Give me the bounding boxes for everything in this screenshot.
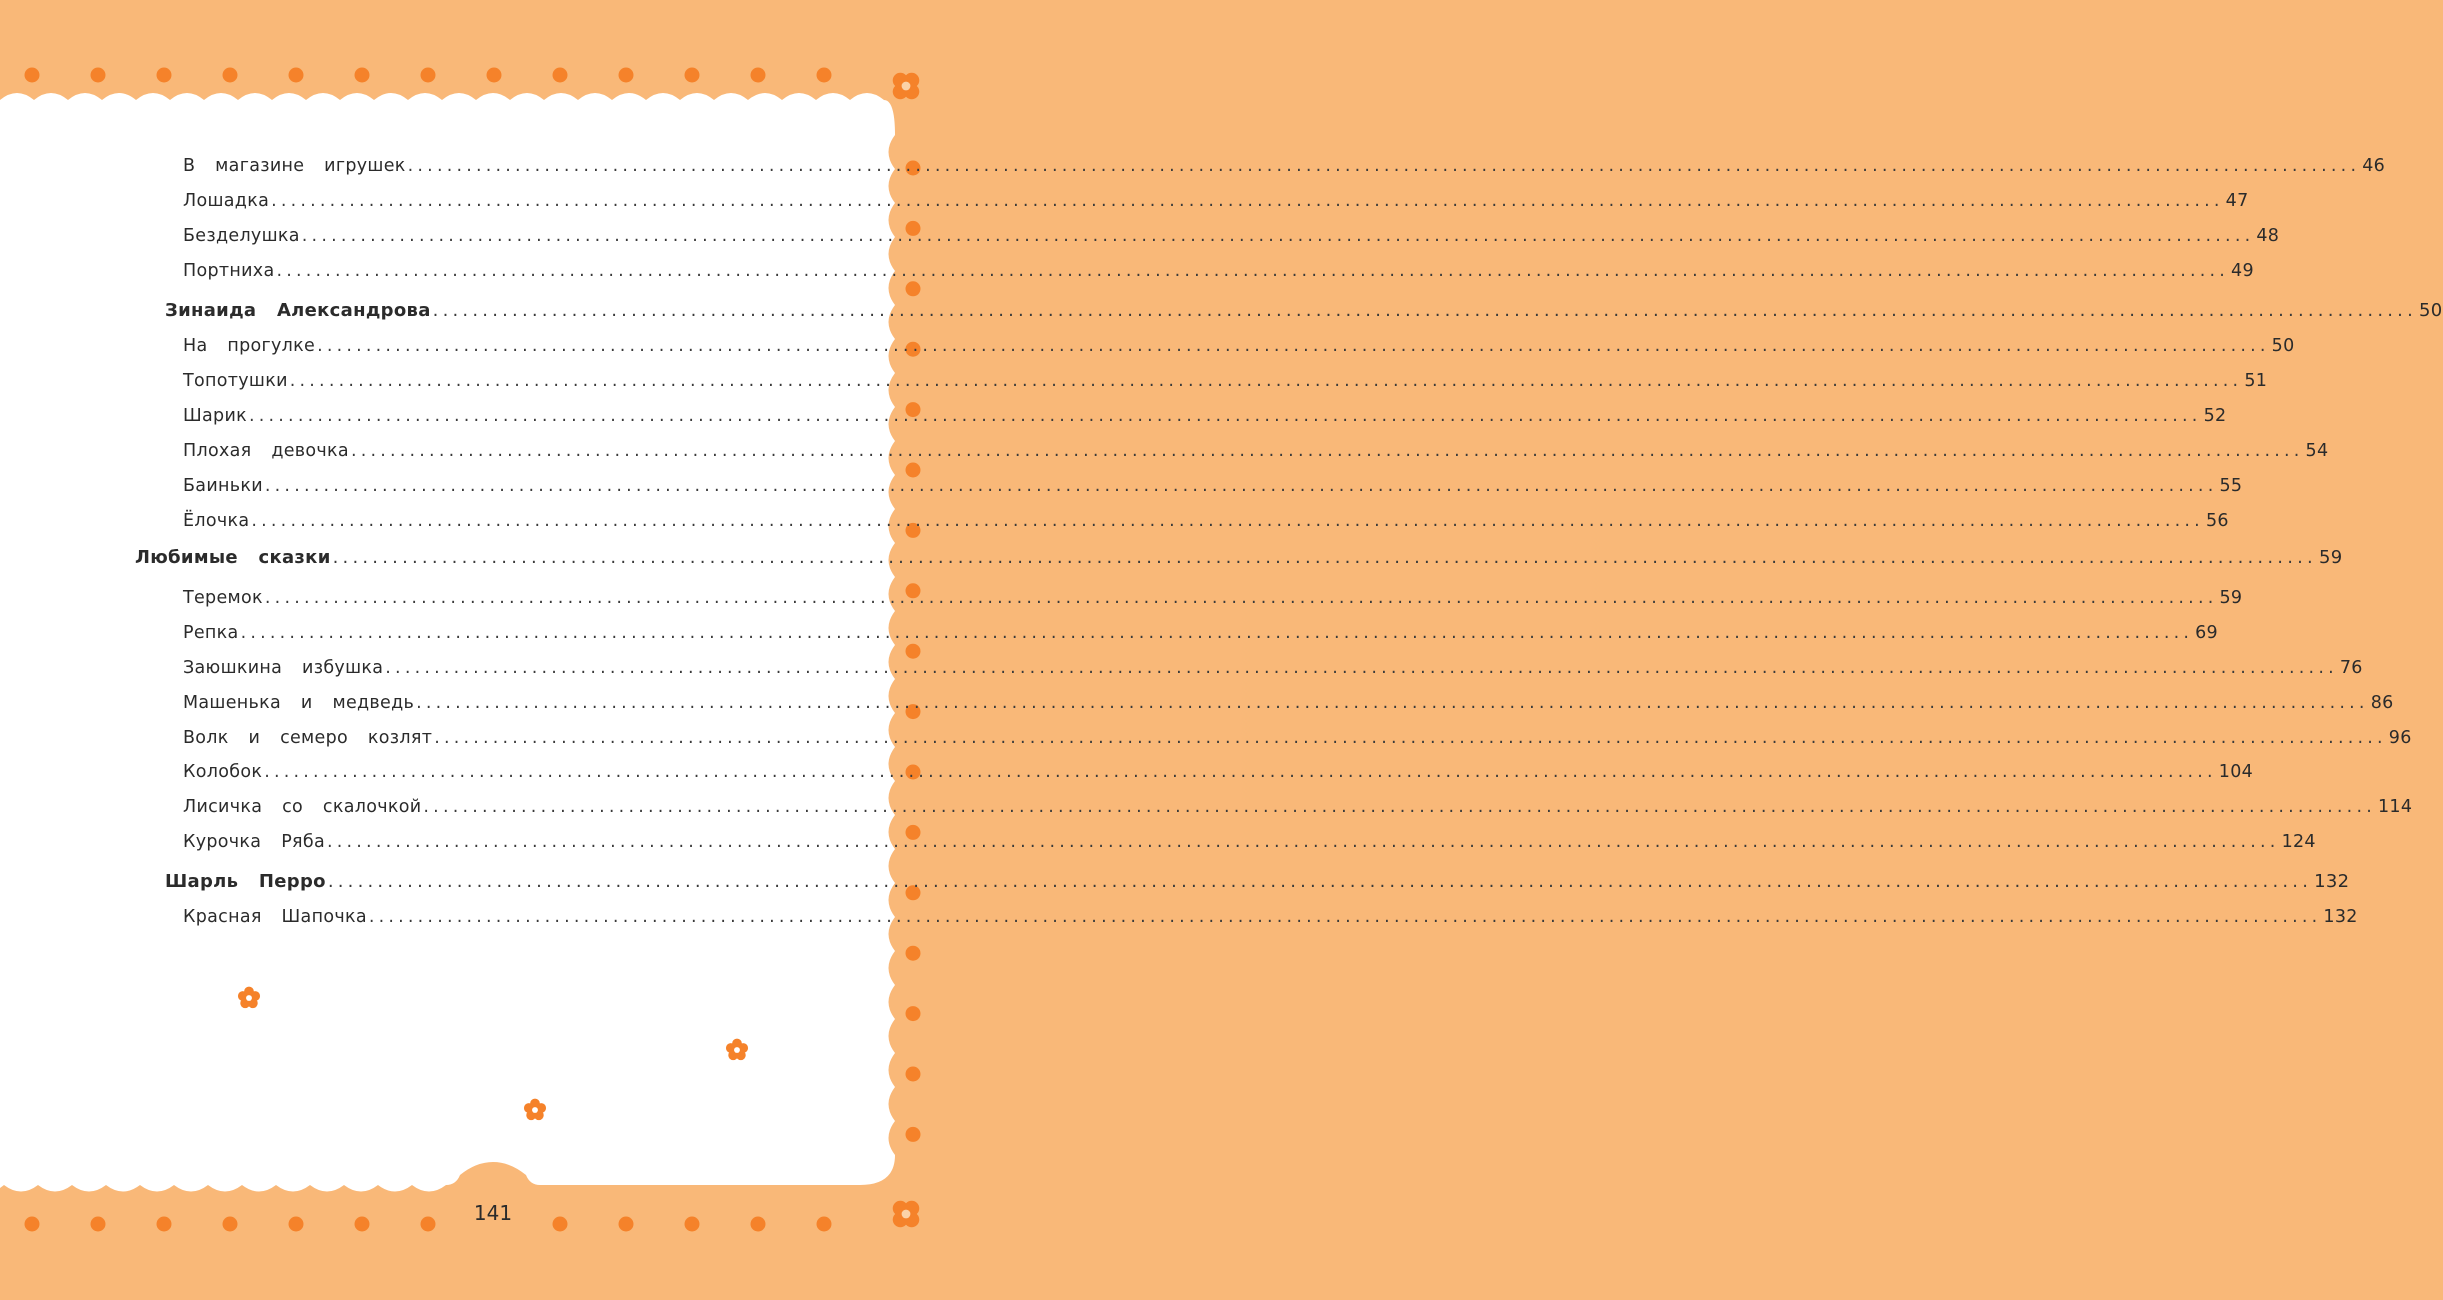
toc-entry[interactable]: [183, 402, 2227, 430]
toc-entry[interactable]: [183, 332, 2295, 360]
dot-leader: ........................................................................................................................................................................................................: [301, 226, 2255, 246]
toc-entry-page: 49: [2231, 261, 2254, 281]
dot-leader: ........................................................................................................................................................................................................: [271, 191, 2224, 211]
toc-entry-title: Колобок: [183, 762, 263, 782]
dot-leader: ........................................................................................................................................................................................................: [332, 547, 2317, 568]
toc-entry[interactable]: [183, 187, 2249, 215]
toc-entry[interactable]: [183, 619, 2218, 647]
toc-entry[interactable]: [183, 584, 2243, 612]
toc-entry-page: 114: [2377, 797, 2413, 817]
dot-leader: ........................................................................................................................................................................................................: [432, 300, 2418, 321]
toc-entry[interactable]: [183, 758, 2254, 786]
dot-leader: ........................................................................................................................................................................................................: [240, 623, 2194, 643]
toc-entry-page: 55: [2219, 476, 2243, 496]
dot-leader: ........................................................................................................................................................................................................: [350, 441, 2304, 461]
toc-entry-title: Репка: [183, 623, 239, 643]
toc-entry-page: 47: [2225, 191, 2249, 211]
toc-entry-title: Ёлочка: [183, 511, 250, 531]
toc-entry-page: 56: [2205, 511, 2229, 531]
toc-entry-page: 59: [2219, 588, 2243, 608]
toc-entry[interactable]: [183, 437, 2329, 465]
toc-entry-page: 86: [2370, 693, 2394, 713]
toc-entry-title: Шарль Перро: [165, 871, 326, 892]
toc-entry-title: Плохая девочка: [183, 441, 349, 461]
toc-entry[interactable]: [183, 367, 2268, 395]
toc-entry-title: Красная Шапочка: [183, 907, 367, 927]
dot-leader: ........................................................................................................................................................................................................: [407, 156, 2361, 176]
dot-leader: ........................................................................................................................................................................................................: [289, 371, 2243, 391]
toc-entry-page: 50: [2419, 300, 2443, 321]
toc-entry-page: 54: [2305, 441, 2329, 461]
toc-entry[interactable]: [183, 903, 2358, 931]
toc-entry-page: 76: [2339, 658, 2363, 678]
toc-entry-title: В магазине игрушек: [183, 156, 406, 176]
toc-entry-title: Волк и семеро козлят: [183, 728, 433, 748]
toc-entry[interactable]: [183, 724, 2412, 752]
toc-entry-title: Безделушка: [183, 226, 300, 246]
dot-leader: ........................................................................................................................................................................................................: [264, 762, 2217, 782]
dot-leader: ........................................................................................................................................................................................................: [264, 476, 2218, 496]
toc-entry-title: Зинаида Александрова: [165, 300, 431, 321]
toc-entry-page: 132: [2314, 871, 2350, 892]
toc-entry-title: Топотушки: [183, 371, 288, 391]
toc-entry[interactable]: [183, 828, 2316, 856]
toc-entry-title: Баиньки: [183, 476, 263, 496]
toc-entry-title: Машенька и медведь: [183, 693, 415, 713]
toc-entry-title: Курочка Ряба: [183, 832, 325, 852]
toc-entry-page: 132: [2323, 907, 2358, 927]
toc-entry[interactable]: [183, 654, 2363, 682]
dot-leader: ........................................................................................................................................................................................................: [368, 907, 2322, 927]
toc-entry-title: Шарик: [183, 406, 247, 426]
toc-entry-page: 96: [2388, 728, 2412, 748]
toc-entry[interactable]: [183, 793, 2413, 821]
toc-entry-page: 51: [2244, 371, 2268, 391]
toc-entry[interactable]: [183, 222, 2280, 250]
dot-leader: ........................................................................................................................................................................................................: [416, 693, 2369, 713]
dot-leader: ........................................................................................................................................................................................................: [327, 871, 2313, 892]
toc-entry-page: 104: [2218, 762, 2254, 782]
toc-entry-title: Любимые сказки: [135, 547, 331, 568]
toc-entry-page: 50: [2271, 336, 2295, 356]
toc-author-entry[interactable]: [165, 868, 2350, 896]
dot-leader: ........................................................................................................................................................................................................: [317, 336, 2270, 356]
toc-entry-title: Лисичка со скалочкой: [183, 797, 422, 817]
toc-entry-title: Портниха: [183, 261, 275, 281]
page-number: 141: [473, 1201, 513, 1225]
toc-entry[interactable]: [183, 689, 2394, 717]
dot-leader: ........................................................................................................................................................................................................: [251, 511, 2204, 531]
dot-leader: ........................................................................................................................................................................................................: [276, 261, 2230, 281]
toc-author-entry[interactable]: [165, 297, 2443, 325]
toc-entry[interactable]: [183, 257, 2254, 285]
toc-entry-title: Заюшкина избушка: [183, 658, 384, 678]
toc-entry[interactable]: [183, 472, 2243, 500]
dot-leader: ........................................................................................................................................................................................................: [423, 797, 2376, 817]
dot-leader: ........................................................................................................................................................................................................: [327, 832, 2280, 852]
dot-leader: ........................................................................................................................................................................................................: [385, 658, 2338, 678]
toc-entry-page: 59: [2318, 547, 2343, 568]
dot-leader: ........................................................................................................................................................................................................: [434, 728, 2387, 748]
toc-entry-page: 69: [2195, 623, 2218, 643]
toc-entry-page: 48: [2256, 226, 2280, 246]
toc-section-entry[interactable]: [135, 544, 2343, 572]
toc-entry-page: 124: [2281, 832, 2316, 852]
dot-leader: ........................................................................................................................................................................................................: [249, 406, 2202, 426]
toc-entry-page: 46: [2362, 156, 2386, 176]
toc-entry[interactable]: [183, 152, 2386, 180]
toc-entry[interactable]: [183, 507, 2229, 535]
dot-leader: ........................................................................................................................................................................................................: [264, 588, 2218, 608]
toc-entry-title: На прогулке: [183, 336, 316, 356]
toc-entry-title: Лошадка: [183, 191, 270, 211]
toc-entry-title: Теремок: [183, 588, 263, 608]
toc-entry-page: 52: [2203, 406, 2227, 426]
